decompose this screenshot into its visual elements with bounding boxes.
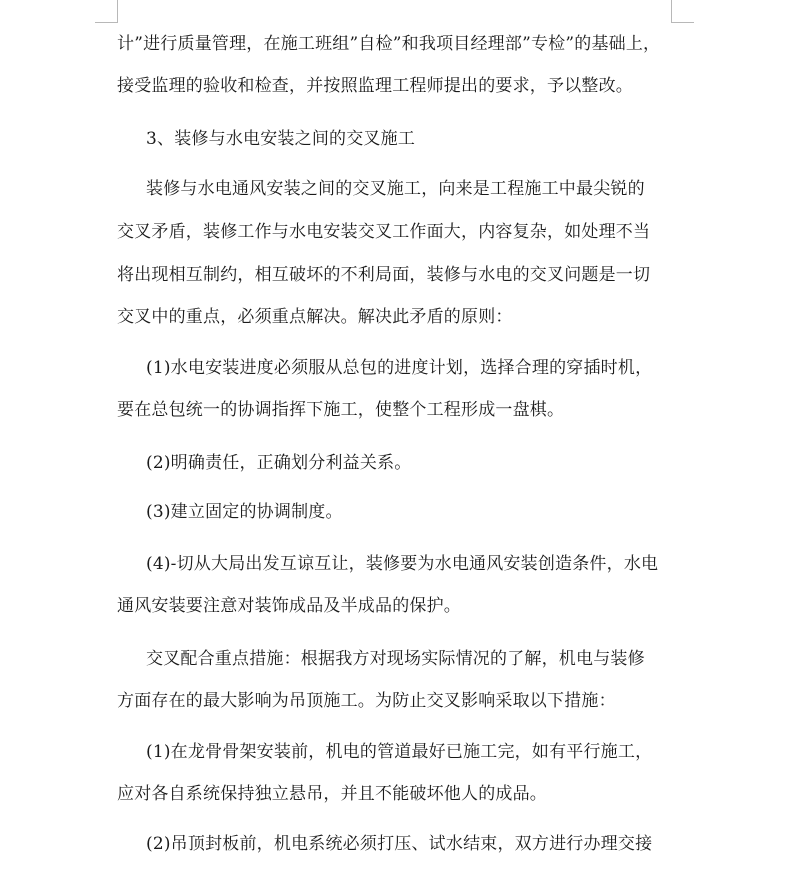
- paragraph-line: 装修与水电通风安装之间的交叉施工，向来是工程施工中最尖锐的: [146, 179, 645, 199]
- paragraph-line: 接受监理的验收和检查，并按照监理工程师提出的要求，予以整改。: [117, 76, 633, 96]
- paragraph-line: 方面存在的最大影响为吊顶施工。为防止交叉影响采取以下措施：: [117, 691, 616, 711]
- list-item-line: (3)建立固定的协调制度。: [146, 502, 343, 522]
- paragraph-line: 计”进行质量管理，在施工班组”自检”和我项目经理部”专检”的基础上，: [117, 34, 661, 54]
- list-item-line: (4)-切从大局出发互谅互让，装修要为水电通风安装创造条件，水电: [146, 554, 659, 574]
- paragraph-line: 将出现相互制约，相互破坏的不利局面，装修与水电的交叉问题是一切: [117, 265, 651, 285]
- paragraph-line: 交叉中的重点，必须重点解决。解决此矛盾的原则：: [117, 307, 513, 327]
- list-item-line: (2)明确责任，正确划分利益关系。: [146, 453, 412, 473]
- list-item-line: 要在总包统一的协调指挥下施工，使整个工程形成一盘棋。: [117, 400, 565, 420]
- section-heading: 3、装修与水电安装之间的交叉施工: [146, 129, 416, 149]
- page-corner-mark-right: [671, 0, 694, 23]
- paragraph-line: 交叉配合重点措施：根据我方对现场实际情况的了解，机电与装修: [146, 649, 645, 669]
- list-item-line: (2)吊顶封板前，机电系统必须打压、试水结束，双方进行办理交接: [146, 834, 653, 854]
- list-item-line: (1)在龙骨骨架安装前，机电的管道最好已施工完，如有平行施工，: [146, 742, 653, 762]
- paragraph-line: 交叉矛盾，装修工作与水电安装交叉工作面大，内容复杂，如处理不当: [117, 222, 651, 242]
- page-corner-mark-left: [95, 0, 118, 23]
- list-item-line: (1)水电安装进度必须服从总包的进度计划，选择合理的穿插时机，: [146, 358, 653, 378]
- list-item-line: 应对各自系统保持独立悬吊，并且不能破坏他人的成品。: [117, 784, 547, 804]
- list-item-line: 通风安装要注意对装饰成品及半成品的保护。: [117, 596, 461, 616]
